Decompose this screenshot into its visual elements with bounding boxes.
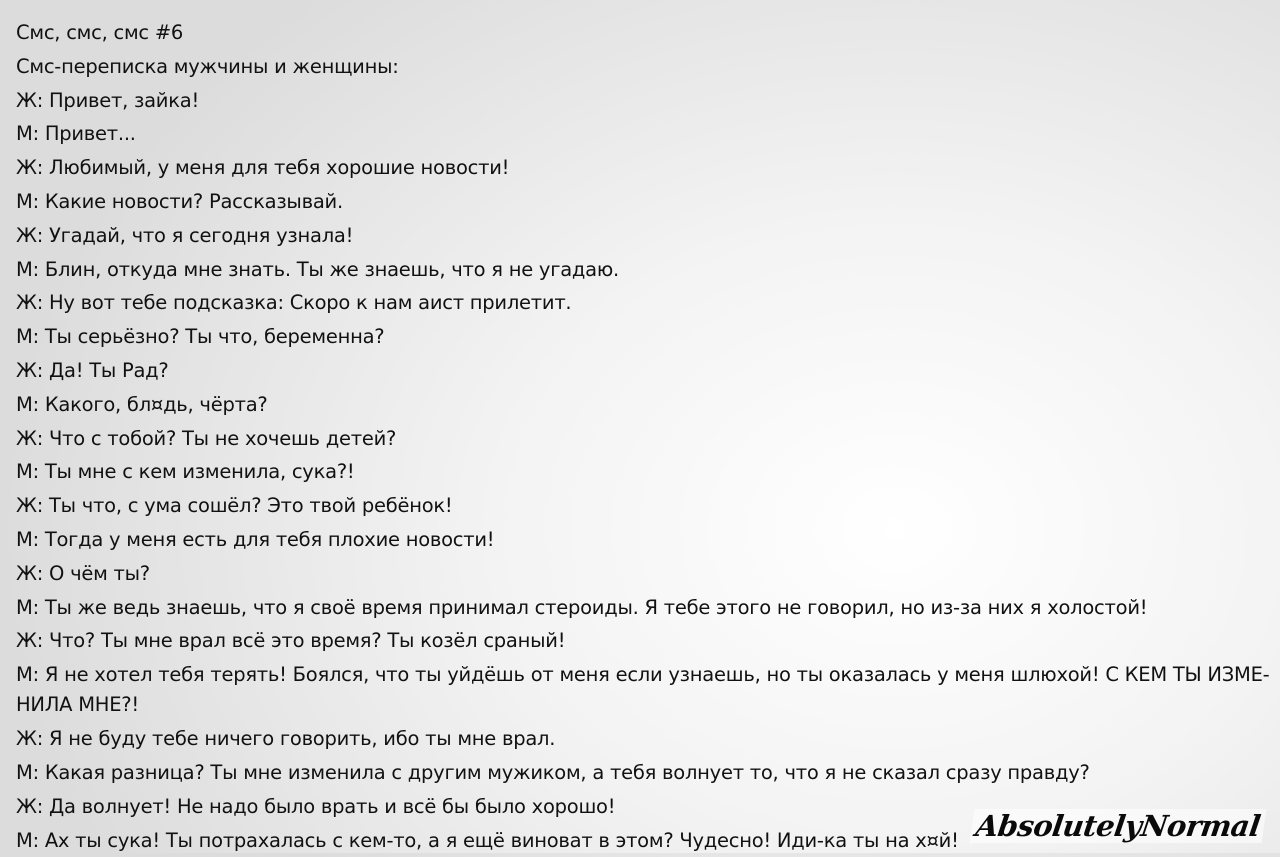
message-line: М: Ты серьёзно? Ты что, беременна? — [16, 325, 385, 349]
message-line: М: Ты мне с кем изменила, сука?! — [16, 460, 355, 484]
message-line: Ж: Что с тобой? Ты не хочешь детей? — [16, 426, 397, 450]
message-line: Ж: Ну вот тебе подсказка: Скоро к нам аист прилетит. — [16, 291, 572, 315]
message-line: М: Привет... — [16, 122, 136, 146]
watermark-logo: AbsolutelyNormal — [970, 809, 1267, 843]
message-line: М: Тогда у меня есть для тебя плохие новости! — [16, 527, 495, 551]
subtitle: Смс-переписка мужчины и женщины: — [16, 54, 399, 78]
message-line: М: Блин, откуда мне знать. Ты же знаешь, что я не угадаю. — [16, 257, 619, 281]
message-line: М: Ты же ведь знаешь, что я своё время принимал стероиды. Я тебе этого не говорил, но из-за них я холостой! — [16, 595, 1148, 619]
message-line: Ж: Я не буду тебе ничего говорить, ибо ты мне врал. — [16, 727, 556, 751]
message-line: Ж: О чём ты? — [16, 561, 150, 585]
message-line: Ж: Что? Ты мне врал всё это время? Ты козёл сраный! — [16, 629, 566, 653]
title: Смс, смс, смс #6 — [16, 21, 184, 44]
message-line: Ж: Угадай, что я сегодня узнала! — [16, 223, 354, 247]
message-line: Ж: Ты что, с ума сошёл? Это твой ребёнок! — [16, 494, 453, 518]
message-line: М: Какие новости? Рассказывай. — [16, 189, 343, 213]
message-line: Ж: Да! Ты Рад? — [16, 358, 169, 382]
message-line: М: Какого, бл¤дь, чёрта? — [16, 392, 268, 416]
message-line: М: Ах ты сука! Ты потрахалась с кем-то, а я ещё виноват в этом? Чудесно! Иди-ка ты на х¤й! — [16, 828, 959, 852]
message-line: Ж: Да волнует! Не надо было врать и всё бы было хорошо! — [16, 794, 616, 818]
message-line: Ж: Любимый, у меня для тебя хорошие новости! — [16, 156, 510, 180]
message-line: М: Я не хотел тебя терять! Боялся, что ты уйдёшь от меня если узнаешь, но ты оказалась у меня шлюхой! С КЕМ ТЫ ИЗМЕ- НИЛА МНЕ?! — [16, 663, 1270, 717]
message-line: Ж: Привет, зайка! — [16, 88, 200, 112]
message-line: М: Какая разница? Ты мне изменила с другим мужиком, а тебя волнует то, что я не сказал сразу правду? — [16, 760, 1090, 784]
